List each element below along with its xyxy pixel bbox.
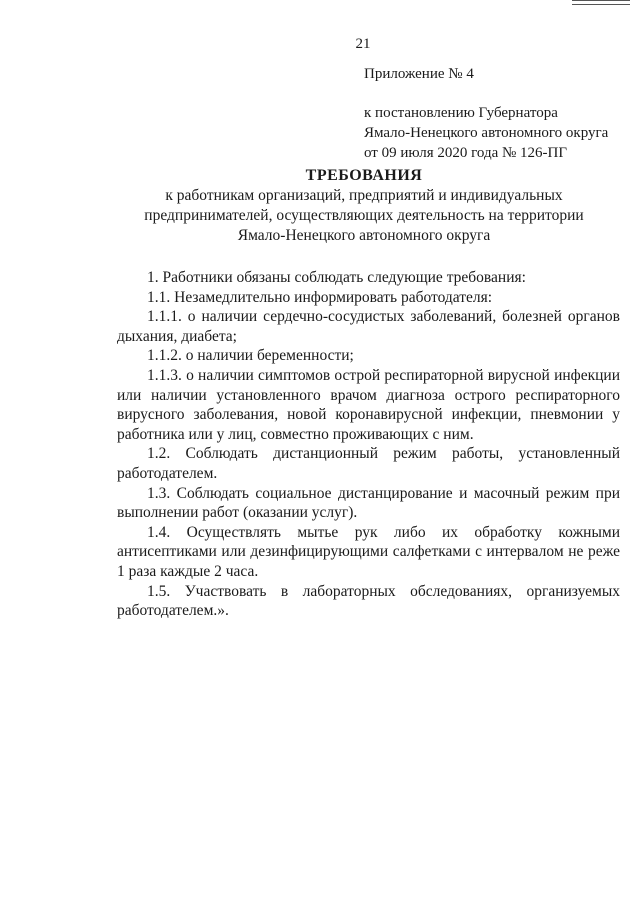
- corner-scan-mark: [572, 0, 630, 5]
- document-subtitle-line-3: Ямало-Ненецкого автономного округа: [237, 227, 491, 244]
- appendix-line-date: от 09 июля 2020 года № 126-ПГ: [364, 145, 568, 161]
- requirement-paragraph: 1.3. Соблюдать социальное дистанцирование и масочный режим при выполнении работ (оказании услуг).: [117, 484, 620, 522]
- requirement-paragraph: 1.1.2. о наличии беременности;: [147, 347, 354, 365]
- requirement-paragraph: 1. Работники обязаны соблюдать следующие требования:: [147, 269, 526, 286]
- document-title: ТРЕБОВАНИЯ: [305, 167, 423, 184]
- appendix-line-region: Ямало-Ненецкого автономного округа: [364, 125, 609, 141]
- requirement-paragraph: 1.1.1. о наличии сердечно-сосудистых заболеваний, болезней органов дыхания, диабета;: [117, 308, 620, 345]
- requirement-paragraph: 1.1.3. о наличии симптомов острой респираторной вирусной инфекции или наличии установленного врачом диагноза острого респираторного вирусного заболевания, новой коронавирусной инфекции, пневмонии у работника или у лиц, совместно проживающих с ним.: [117, 366, 620, 443]
- requirement-paragraph: 1.1. Незамедлительно информировать работодателя:: [147, 288, 493, 306]
- requirement-paragraph: 1.4. Осуществлять мытье рук либо их обработку кожными антисептиками или дезинфицирующими салфетками с интервалом не реже 1 раза каждые 2 часа.: [117, 523, 620, 580]
- requirement-paragraph: 1.2. Соблюдать дистанционный режим работы, установленный работодателем.: [117, 445, 620, 482]
- document-subtitle-line-1: к работникам организаций, предприятий и индивидуальных: [165, 187, 563, 204]
- appendix-line-decree: к постановлению Губернатора: [364, 105, 558, 121]
- requirement-paragraph: 1.5. Участвовать в лабораторных обследованиях, организуемых работодателем.».: [117, 582, 620, 620]
- document-subtitle-line-2: предпринимателей, осуществляющих деятельность на территории: [144, 207, 584, 224]
- appendix-title: Приложение № 4: [364, 66, 474, 82]
- appendix-block: [364, 64, 608, 163]
- requirements-body: [117, 268, 620, 621]
- document-heading: [100, 166, 628, 246]
- page-number: 21: [355, 36, 371, 52]
